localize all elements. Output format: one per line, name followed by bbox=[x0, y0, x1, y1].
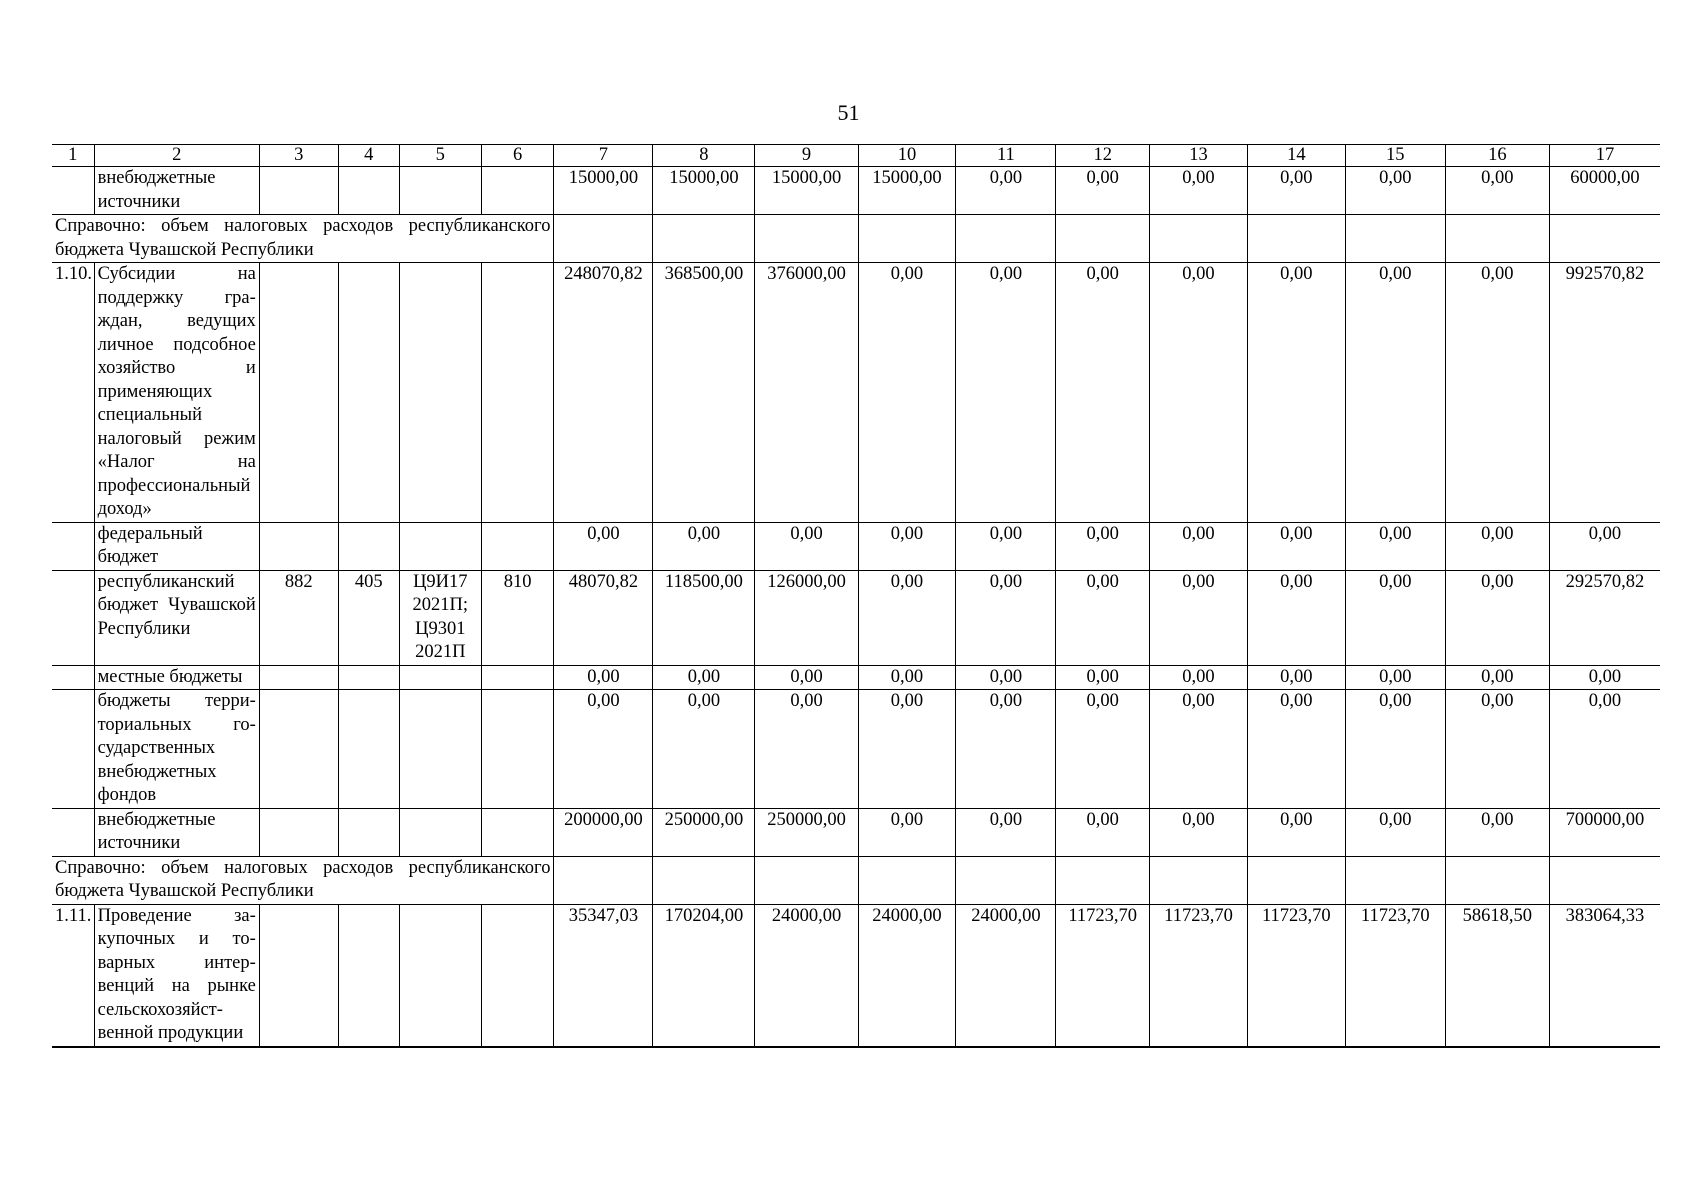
value-cell: 0,00 bbox=[1150, 570, 1248, 665]
value-cell: 0,00 bbox=[554, 665, 653, 690]
code-c3 bbox=[259, 522, 338, 570]
value-cell: 24000,00 bbox=[858, 904, 956, 1047]
column-header: 4 bbox=[338, 145, 399, 167]
code-c4 bbox=[338, 522, 399, 570]
code-c5 bbox=[399, 665, 481, 690]
value-cell: 0,00 bbox=[1247, 808, 1345, 856]
value-cell: 0,00 bbox=[1056, 522, 1150, 570]
column-header: 12 bbox=[1056, 145, 1150, 167]
value-cell: 292570,82 bbox=[1549, 570, 1660, 665]
code-c4: 405 bbox=[338, 570, 399, 665]
value-cell: 11723,70 bbox=[1056, 904, 1150, 1047]
code-c5 bbox=[399, 167, 481, 215]
header-row bbox=[52, 145, 1660, 167]
empty-cell bbox=[1445, 856, 1549, 904]
code-c4 bbox=[338, 167, 399, 215]
value-cell: 0,00 bbox=[653, 690, 755, 809]
empty-cell bbox=[858, 215, 956, 263]
value-cell: 11723,70 bbox=[1150, 904, 1248, 1047]
value-cell: 0,00 bbox=[1345, 808, 1445, 856]
code-c6 bbox=[481, 665, 554, 690]
value-cell: 15000,00 bbox=[858, 167, 956, 215]
code-c5 bbox=[399, 904, 481, 1047]
value-cell: 0,00 bbox=[1247, 690, 1345, 809]
value-cell: 0,00 bbox=[1247, 522, 1345, 570]
value-cell: 0,00 bbox=[858, 263, 956, 523]
row-label: бюджеты территориальных государственных внебюджетных фондов bbox=[94, 690, 259, 809]
code-c5 bbox=[399, 690, 481, 809]
column-header: 11 bbox=[956, 145, 1056, 167]
value-cell: 0,00 bbox=[1150, 263, 1248, 523]
empty-cell bbox=[1549, 856, 1660, 904]
column-header: 1 bbox=[52, 145, 94, 167]
row-label: внебюджетные источники bbox=[94, 167, 259, 215]
value-cell: 170204,00 bbox=[653, 904, 755, 1047]
value-cell: 376000,00 bbox=[755, 263, 858, 523]
code-c5 bbox=[399, 808, 481, 856]
value-cell: 0,00 bbox=[755, 522, 858, 570]
empty-cell bbox=[1056, 215, 1150, 263]
empty-cell bbox=[653, 215, 755, 263]
code-c5: Ц9И17 2021П; Ц9301 2021П bbox=[399, 570, 481, 665]
code-c6: 810 bbox=[481, 570, 554, 665]
row-index bbox=[52, 522, 94, 570]
value-cell: 48070,82 bbox=[554, 570, 653, 665]
value-cell: 0,00 bbox=[858, 522, 956, 570]
row-label: местные бюджеты bbox=[94, 665, 259, 690]
value-cell: 0,00 bbox=[1056, 167, 1150, 215]
value-cell: 700000,00 bbox=[1549, 808, 1660, 856]
value-cell: 0,00 bbox=[956, 522, 1056, 570]
value-cell: 368500,00 bbox=[653, 263, 755, 523]
value-cell: 0,00 bbox=[956, 690, 1056, 809]
code-c6 bbox=[481, 904, 554, 1047]
table-row bbox=[52, 570, 1660, 665]
column-header: 13 bbox=[1150, 145, 1248, 167]
code-c3: 882 bbox=[259, 570, 338, 665]
code-c6 bbox=[481, 263, 554, 523]
value-cell: 0,00 bbox=[1150, 808, 1248, 856]
empty-cell bbox=[1150, 215, 1248, 263]
table-row bbox=[52, 263, 1660, 523]
value-cell: 0,00 bbox=[956, 570, 1056, 665]
value-cell: 0,00 bbox=[858, 808, 956, 856]
value-cell: 11723,70 bbox=[1247, 904, 1345, 1047]
row-label: республиканский бюджет Чувашской Республики bbox=[94, 570, 259, 665]
value-cell: 383064,33 bbox=[1549, 904, 1660, 1047]
code-c3 bbox=[259, 263, 338, 523]
value-cell: 0,00 bbox=[858, 690, 956, 809]
row-index bbox=[52, 570, 94, 665]
code-c3 bbox=[259, 690, 338, 809]
value-cell: 0,00 bbox=[755, 665, 858, 690]
column-header: 10 bbox=[858, 145, 956, 167]
table-row bbox=[52, 808, 1660, 856]
row-label: федеральный бюджет bbox=[94, 522, 259, 570]
empty-cell bbox=[1247, 215, 1345, 263]
row-label: Проведение закупочных и товарных интервенций на рынке сельскохозяйственной продукции bbox=[94, 904, 259, 1047]
value-cell: 126000,00 bbox=[755, 570, 858, 665]
value-cell: 0,00 bbox=[755, 690, 858, 809]
row-index bbox=[52, 665, 94, 690]
value-cell: 0,00 bbox=[1345, 665, 1445, 690]
column-header: 17 bbox=[1549, 145, 1660, 167]
empty-cell bbox=[1549, 215, 1660, 263]
value-cell: 0,00 bbox=[1445, 522, 1549, 570]
row-index: 1.11. bbox=[52, 904, 94, 1047]
code-c5 bbox=[399, 263, 481, 523]
column-header: 8 bbox=[653, 145, 755, 167]
row-index: 1.10. bbox=[52, 263, 94, 523]
empty-cell bbox=[554, 856, 653, 904]
row-index bbox=[52, 167, 94, 215]
value-cell: 200000,00 bbox=[554, 808, 653, 856]
table-row bbox=[52, 167, 1660, 215]
value-cell: 35347,03 bbox=[554, 904, 653, 1047]
empty-cell bbox=[1345, 856, 1445, 904]
value-cell: 24000,00 bbox=[956, 904, 1056, 1047]
value-cell: 0,00 bbox=[1345, 570, 1445, 665]
table-row bbox=[52, 522, 1660, 570]
value-cell: 0,00 bbox=[1445, 808, 1549, 856]
code-c3 bbox=[259, 167, 338, 215]
code-c3 bbox=[259, 904, 338, 1047]
row-index bbox=[52, 808, 94, 856]
empty-cell bbox=[956, 215, 1056, 263]
column-header: 9 bbox=[755, 145, 858, 167]
code-c4 bbox=[338, 808, 399, 856]
empty-cell bbox=[1247, 856, 1345, 904]
value-cell: 15000,00 bbox=[755, 167, 858, 215]
value-cell: 0,00 bbox=[1247, 263, 1345, 523]
empty-cell bbox=[1345, 215, 1445, 263]
value-cell: 0,00 bbox=[1445, 665, 1549, 690]
code-c4 bbox=[338, 665, 399, 690]
code-c4 bbox=[338, 690, 399, 809]
value-cell: 0,00 bbox=[1247, 167, 1345, 215]
column-header: 2 bbox=[94, 145, 259, 167]
value-cell: 0,00 bbox=[858, 570, 956, 665]
table-row bbox=[52, 904, 1660, 1047]
value-cell: 0,00 bbox=[1445, 570, 1549, 665]
value-cell: 0,00 bbox=[1549, 690, 1660, 809]
value-cell: 60000,00 bbox=[1549, 167, 1660, 215]
value-cell: 0,00 bbox=[1056, 570, 1150, 665]
value-cell: 118500,00 bbox=[653, 570, 755, 665]
value-cell: 0,00 bbox=[956, 167, 1056, 215]
value-cell: 248070,82 bbox=[554, 263, 653, 523]
code-c3 bbox=[259, 665, 338, 690]
value-cell: 0,00 bbox=[1150, 522, 1248, 570]
note-row bbox=[52, 856, 1660, 904]
value-cell: 0,00 bbox=[1345, 690, 1445, 809]
value-cell: 15000,00 bbox=[653, 167, 755, 215]
value-cell: 58618,50 bbox=[1445, 904, 1549, 1047]
table-body bbox=[52, 167, 1660, 1047]
empty-cell bbox=[1056, 856, 1150, 904]
code-c6 bbox=[481, 690, 554, 809]
value-cell: 0,00 bbox=[1345, 167, 1445, 215]
row-index bbox=[52, 690, 94, 809]
value-cell: 0,00 bbox=[1345, 263, 1445, 523]
code-c3 bbox=[259, 808, 338, 856]
value-cell: 0,00 bbox=[1150, 167, 1248, 215]
value-cell: 0,00 bbox=[1056, 690, 1150, 809]
empty-cell bbox=[858, 856, 956, 904]
value-cell: 0,00 bbox=[1445, 263, 1549, 523]
value-cell: 0,00 bbox=[956, 808, 1056, 856]
code-c4 bbox=[338, 904, 399, 1047]
column-header: 16 bbox=[1445, 145, 1549, 167]
column-header: 5 bbox=[399, 145, 481, 167]
note-row bbox=[52, 215, 1660, 263]
empty-cell bbox=[1150, 856, 1248, 904]
code-c6 bbox=[481, 167, 554, 215]
empty-cell bbox=[956, 856, 1056, 904]
value-cell: 0,00 bbox=[1247, 665, 1345, 690]
value-cell: 0,00 bbox=[1549, 522, 1660, 570]
value-cell: 0,00 bbox=[554, 522, 653, 570]
code-c6 bbox=[481, 522, 554, 570]
empty-cell bbox=[653, 856, 755, 904]
table-row bbox=[52, 665, 1660, 690]
value-cell: 992570,82 bbox=[1549, 263, 1660, 523]
note-text: Справочно: объем налоговых расходов республиканского бюджета Чувашской Республики bbox=[52, 856, 554, 904]
value-cell: 0,00 bbox=[653, 665, 755, 690]
value-cell: 0,00 bbox=[1150, 665, 1248, 690]
page-number: 51 bbox=[837, 100, 860, 125]
column-header: 14 bbox=[1247, 145, 1345, 167]
column-header: 3 bbox=[259, 145, 338, 167]
empty-cell bbox=[1445, 215, 1549, 263]
value-cell: 250000,00 bbox=[755, 808, 858, 856]
value-cell: 0,00 bbox=[858, 665, 956, 690]
column-header: 7 bbox=[554, 145, 653, 167]
empty-cell bbox=[755, 856, 858, 904]
table-row bbox=[52, 690, 1660, 809]
code-c5 bbox=[399, 522, 481, 570]
code-c6 bbox=[481, 808, 554, 856]
value-cell: 0,00 bbox=[1445, 167, 1549, 215]
value-cell: 11723,70 bbox=[1345, 904, 1445, 1047]
value-cell: 250000,00 bbox=[653, 808, 755, 856]
value-cell: 0,00 bbox=[1056, 665, 1150, 690]
row-label: Субсидии на поддержку граждан, ведущих личное подсобное хозяйство и применяющих специальный налоговый режим «Налог на профессиональный доход» bbox=[94, 263, 259, 523]
value-cell: 0,00 bbox=[1247, 570, 1345, 665]
value-cell: 0,00 bbox=[956, 263, 1056, 523]
value-cell: 24000,00 bbox=[755, 904, 858, 1047]
note-text: Справочно: объем налоговых расходов республиканского бюджета Чувашской Республики bbox=[52, 215, 554, 263]
value-cell: 0,00 bbox=[653, 522, 755, 570]
value-cell: 0,00 bbox=[956, 665, 1056, 690]
empty-cell bbox=[554, 215, 653, 263]
value-cell: 0,00 bbox=[1056, 263, 1150, 523]
value-cell: 15000,00 bbox=[554, 167, 653, 215]
value-cell: 0,00 bbox=[1056, 808, 1150, 856]
column-header: 6 bbox=[481, 145, 554, 167]
value-cell: 0,00 bbox=[1549, 665, 1660, 690]
code-c4 bbox=[338, 263, 399, 523]
value-cell: 0,00 bbox=[1345, 522, 1445, 570]
value-cell: 0,00 bbox=[554, 690, 653, 809]
column-header: 15 bbox=[1345, 145, 1445, 167]
empty-cell bbox=[755, 215, 858, 263]
value-cell: 0,00 bbox=[1150, 690, 1248, 809]
value-cell: 0,00 bbox=[1445, 690, 1549, 809]
row-label: внебюджетные источники bbox=[94, 808, 259, 856]
budget-table bbox=[52, 144, 1660, 1048]
